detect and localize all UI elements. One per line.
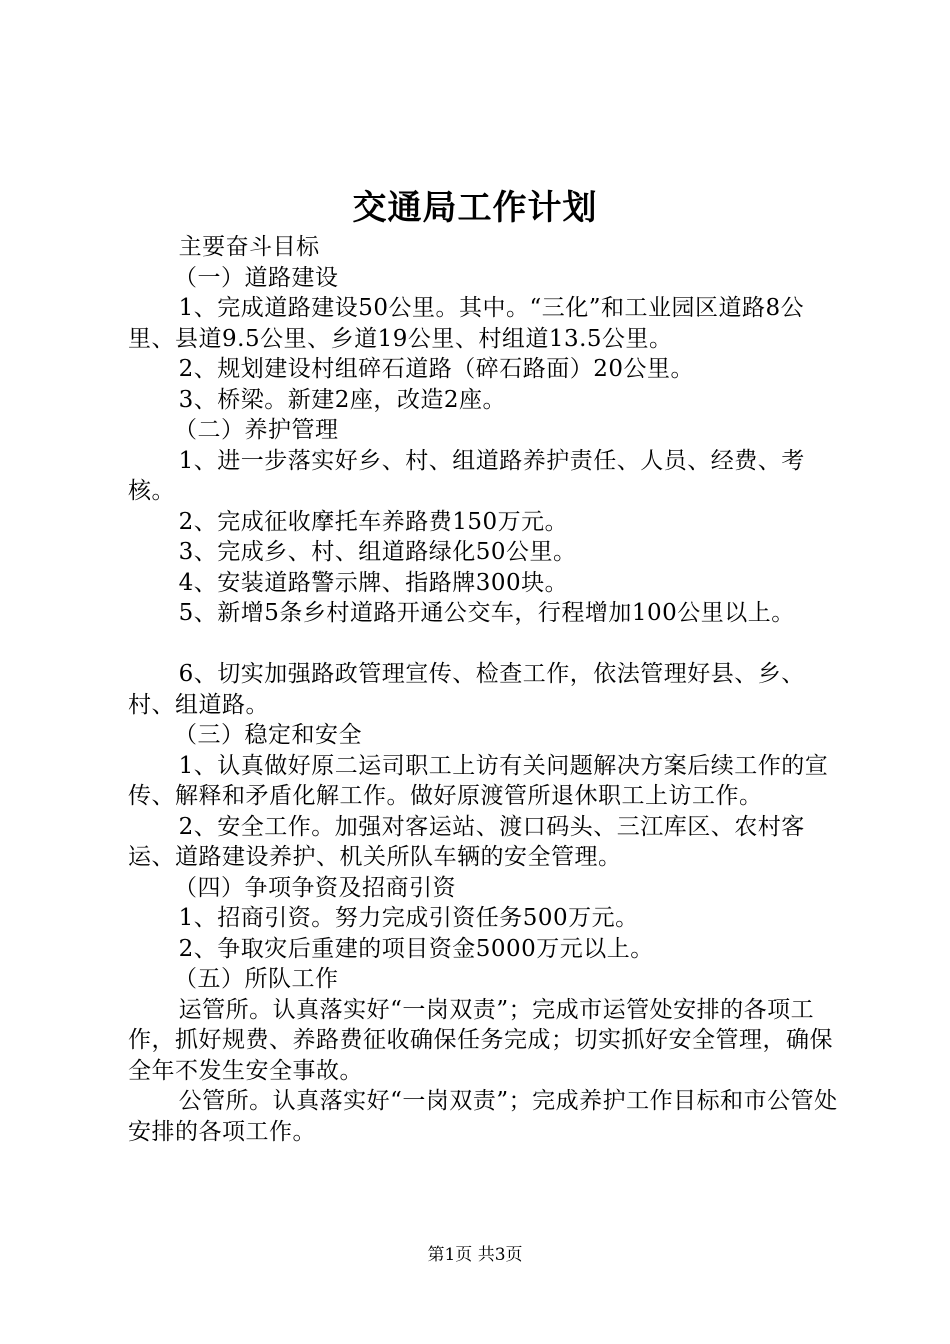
paragraph: 1、完成道路建设50公里。其中。“三化”和工业园区道路8公里、县道9.5公里、乡道19公里、村组道13.5公里。 <box>128 295 805 352</box>
paragraph: 5、新增5条乡村道路开通公交车，行程增加100公里以上。 <box>178 600 795 626</box>
paragraph: 4、安装道路警示牌、指路牌300块。 <box>178 569 569 596</box>
blank-line <box>128 629 838 660</box>
page-footer: 第1页 共3页 <box>427 1245 523 1265</box>
paragraph: 1、进一步落实好乡、村、组道路养护责任、人员、经费、考核。 <box>128 447 805 504</box>
section-intro: 主要奋斗目标 <box>178 234 320 260</box>
document-body <box>128 232 838 1147</box>
paragraph: 6、切实加强路政管理宣传、检查工作，依法管理好县、乡、村、组道路。 <box>128 661 805 718</box>
paragraph: 2、完成征收摩托车养路费150万元。 <box>178 508 569 535</box>
paragraph: 公管所。认真落实好“一岗双责”；完成养护工作目标和市公管处安排的各项工作。 <box>128 1088 838 1145</box>
paragraph: 1、招商引资。努力完成引资任务500万元。 <box>178 905 639 931</box>
paragraph: 运管所。认真落实好“一岗双责”；完成市运管处安排的各项工作，抓好规费、养路费征收确保任务完成；切实抓好安全管理，确保全年不发生安全事故。 <box>128 996 833 1084</box>
document-title: 交通局工作计划 <box>352 188 598 228</box>
paragraph: 2、安全工作。加强对客运站、渡口码头、三江库区、农村客运、道路建设养护、机关所队车辆的安全管理。 <box>128 813 805 870</box>
section-heading-unit-work: （五）所队工作 <box>174 966 339 992</box>
paragraph: 2、争取灾后重建的项目资金5000万元以上。 <box>178 935 654 962</box>
section-heading-road-construction: （一）道路建设 <box>174 264 339 291</box>
section-heading-maintenance: （二）养护管理 <box>174 417 339 443</box>
section-heading-funding-investment: （四）争项争资及招商引资 <box>174 874 456 901</box>
paragraph: 1、认真做好原二运司职工上访有关问题解决方案后续工作的宣传、解释和矛盾化解工作。做好原渡管所退休职工上访工作。 <box>128 752 829 809</box>
paragraph: 3、桥梁。新建2座，改造2座。 <box>178 386 506 413</box>
paragraph: 2、规划建设村组碎石道路（碎石路面）20公里。 <box>178 356 694 382</box>
paragraph: 3、完成乡、村、组道路绿化50公里。 <box>178 539 577 565</box>
section-heading-stability-safety: （三）稳定和安全 <box>174 722 362 748</box>
